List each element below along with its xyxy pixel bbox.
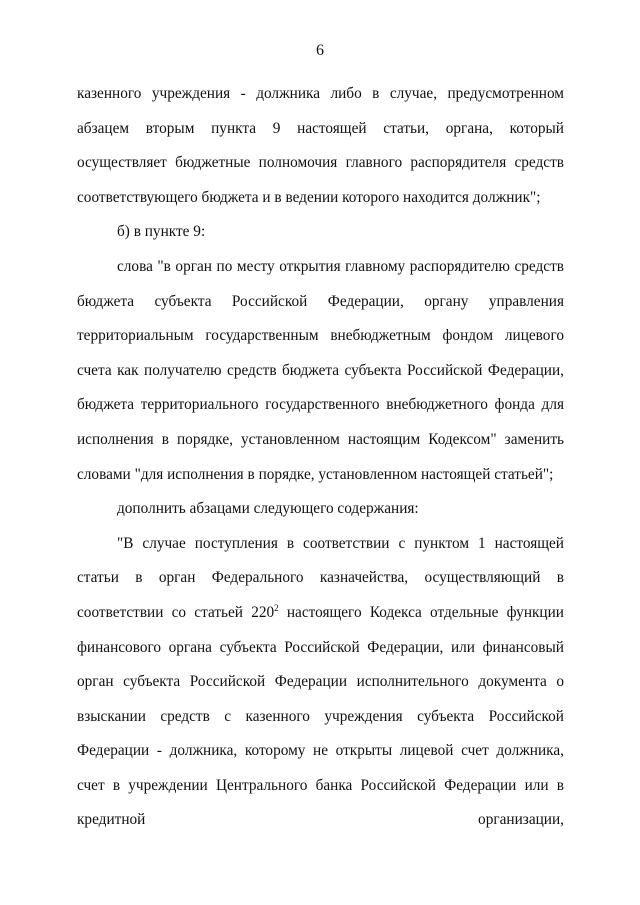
paragraph-replace-words: слова "в орган по месту открытия главному распорядителю средств бюджета субъекта Российской Федерации, органу управления территориальным государственным внебюджетным фондом лицевого счета как получателю средств бюджета субъекта Российской Федерации, бюджета территориального государственного внебюджетного фонда для исполнения в порядке, установленном настоящим Кодексом" заменить словами "для исполнения в порядке, установленном настоящей статьей"; [77,257,564,483]
article-superscript: 2 [274,602,279,613]
paragraph-add-clauses: дополнить абзацами следующего содержания: [117,500,419,518]
paragraph-new-clause [77,527,564,838]
clause-text-start: "В случае поступления в соответствии с пунктом 1 настоящей статьи в орган Федерального казначейства, осуществляющий в соответствии со статьей 220 [77,534,564,621]
document-body [77,77,564,838]
paragraph-subitem-b: б) в пункте 9: [117,223,206,241]
paragraph-continuation: казенного учреждения - должника либо в случае, предусмотренном абзацем вторым пункта 9 настоящей статьи, органа, который осуществляет бюджетные полномочия главного распорядителя средств соответствующего бюджета и в ведении которого находится должник"; [77,85,564,206]
page-number: 6 [316,42,324,59]
clause-text-end: настоящего Кодекса отдельные функции финансового органа субъекта Российской Федерации, или финансовый орган субъекта Российской Федерации исполнительного документа о взыскании средств с казенного учреждения субъекта Российской Федерации - должника, которому не открыты лицевой счет должника, счет в учреждении Центрального банка Российской Федерации или в кредитной организации, [77,603,564,829]
